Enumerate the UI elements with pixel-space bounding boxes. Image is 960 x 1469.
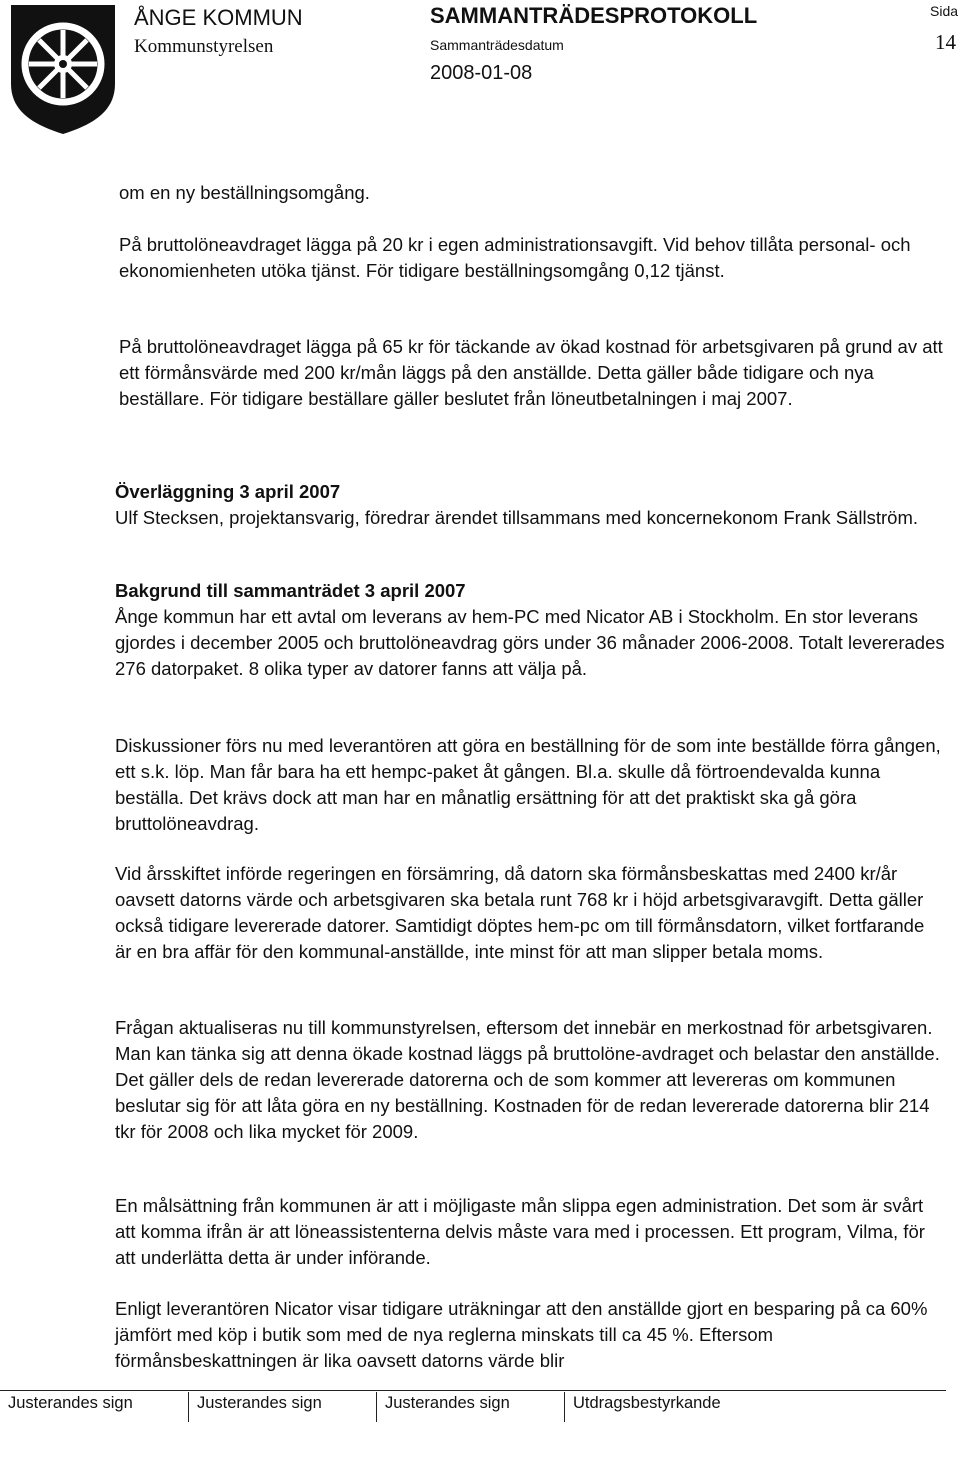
date-label: Sammanträdesdatum	[430, 37, 564, 53]
page-label: Sida	[930, 3, 959, 19]
section-heading: Överläggning 3 april 2007	[115, 481, 341, 502]
decision-benefit-cost	[119, 334, 949, 412]
paragraph: Ånge kommun har ett avtal om leverans av hem-PC med Nicator AB i Stockholm. En stor leverans gjordes i december 2005 och bruttolöneavdrag görs under 36 månader 2006-2008. Totalt levererades 276 datorpaket. 8 olika typer av datorer fanns att välja på.	[115, 606, 945, 679]
paragraph-discussions	[115, 733, 945, 837]
certification-cell: Utdragsbestyrkande	[564, 1392, 946, 1422]
adjuster-signature-cell: Justerandes sign	[8, 1394, 133, 1412]
decision-continuation	[119, 180, 949, 206]
paragraph: På bruttolöneavdraget lägga på 65 kr för täckande av ökad kostnad för arbetsgivaren på grund av att ett förmånsvärde med 200 kr/mån läggs på den anställde. Detta gäller både tidigare och nya beställare. För tidigare beställare gäller beslutet från löneutbetalningen i maj 2007.	[119, 336, 943, 409]
paragraph: Frågan aktualiseras nu till kommunstyrelsen, eftersom det innebär en merkostnad för arbetsgivaren. Man kan tänka sig att denna ökade kostnad läggs på bruttolöne-avdraget och belastar den anställde. Det gäller dels de redan levererade datorerna och de som kommer att levereras om kommunen beslutar sig för att låta göra en ny beställning. Kostnaden för de redan levererade datorerna blir 214 tkr för 2008 och lika mycket för 2009.	[115, 1017, 940, 1142]
paragraph: Enligt leverantören Nicator visar tidigare uträkningar att den anställde gjort en besparing på ca 60% jämfört med köp i butik som med de nya reglerna minskats till ca 45 %. Eftersom förmånsbeskattningen är lika oavsett datorns värde blir	[115, 1298, 928, 1371]
paragraph: Vid årsskiftet införde regeringen en försämring, då datorn ska förmånsbeskattas med 2400 kr/år oavsett datorns värde och arbetsgivaren ska betala runt 768 kr i höjd arbetsgivaravgift. Detta gäller också tidigare levererade datorer. Samtidigt döptes hem-pc om till förmånsdatorn, vilket fortfarande är en bra affär för den kommunal-anställde, inte minst för att man slipper betala moms.	[115, 863, 925, 962]
decision-admin-fee	[119, 232, 949, 284]
paragraph-tax-change	[115, 861, 945, 965]
adjuster-signature-cell: Justerandes sign	[188, 1392, 376, 1422]
paragraph-administration-goal	[115, 1193, 945, 1271]
meeting-date: 2008-01-08	[430, 62, 533, 84]
footer-divider	[0, 1390, 946, 1391]
paragraph: om en ny beställningsomgång.	[119, 182, 370, 203]
page-number: 14	[935, 30, 956, 54]
paragraph: Diskussioner förs nu med leverantören att göra en beställning för de som inte beställde förra gången, ett s.k. löp. Man får bara ha ett hempc-paket åt gången. Bl.a. skulle då förtroendevalda kunna beställa. Det krävs dock att man har en månatlig ersättning för att det praktiskt ska gå göra bruttolöneavdrag.	[115, 735, 941, 834]
organization-name: ÅNGE KOMMUN	[134, 5, 303, 30]
paragraph-savings	[115, 1296, 945, 1374]
paragraph: En målsättning från kommunen är att i möjligaste mån slippa egen administration. Det som är svårt att komma ifrån är att löneassistenterna delvis måste vara med i processen. Ett program, Vilma, för att underlätta detta är under införande.	[115, 1195, 925, 1268]
signature-footer	[0, 1392, 946, 1422]
paragraph: På bruttolöneavdraget lägga på 20 kr i egen administrationsavgift. Vid behov tillåta personal- och ekonomienheten utöka tjänst. För tidigare beställningsomgång 0,12 tjänst.	[119, 234, 911, 281]
paragraph-cost-issue	[115, 1015, 945, 1145]
adjuster-signature-cell: Justerandes sign	[376, 1392, 564, 1422]
document-title: SAMMANTRÄDESPROTOKOLL	[430, 3, 758, 28]
paragraph: Ulf Stecksen, projektansvarig, föredrar ärendet tillsammans med koncernekonom Frank Sällström.	[115, 507, 919, 528]
municipality-coat-of-arms-logo	[8, 2, 118, 136]
section-deliberation	[115, 479, 945, 531]
section-heading: Bakgrund till sammanträdet 3 april 2007	[115, 580, 466, 601]
section-background	[115, 578, 945, 682]
department-name: Kommunstyrelsen	[134, 36, 274, 57]
wheel-emblem-icon	[8, 2, 118, 136]
